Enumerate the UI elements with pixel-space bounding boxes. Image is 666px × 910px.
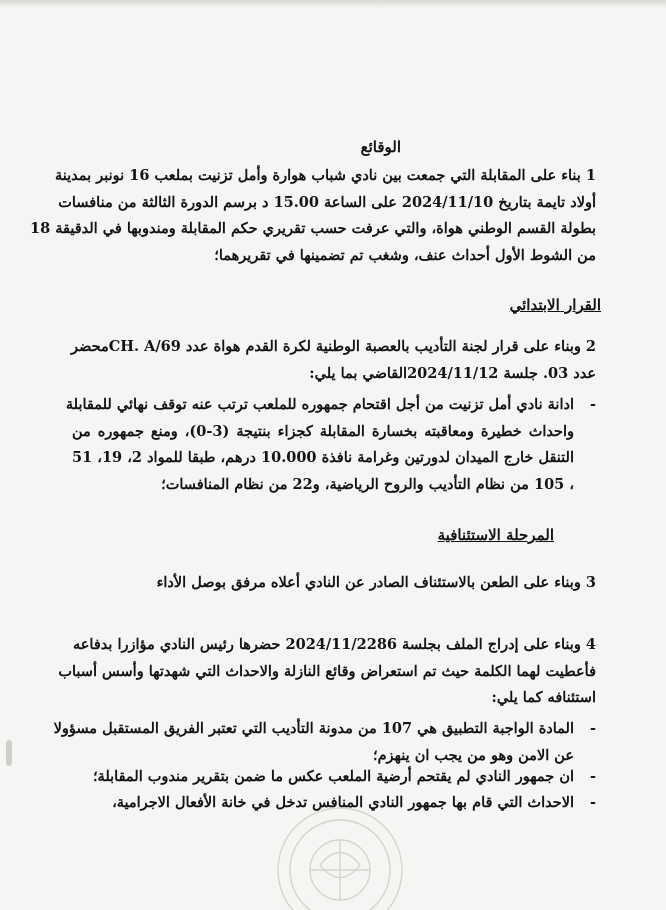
appeal-line: فأعطيت لهما الكلمة حيث تم استعراض وقائع النازلة والاحداث التي شهدتها وأسس أسباب — [58, 662, 596, 680]
bullet-line: ، 105 من نظام التأديب والروح الرياضية، و22 من نظام المنافسات؛ — [161, 475, 574, 493]
bullet-line: واحداث خطيرة ومعاقبته بخسارة المقابلة كجزاء بنتيجة (3-0)، ومنع جمهوره من — [72, 422, 574, 440]
facts-line: من الشوط الأول أحداث عنف، وشغب تم تضمينها في تقريرهما؛ — [214, 246, 596, 264]
facts-line: بطولة القسم الوطني هواة، والتي عرفت حسب تقريري حكم المقابلة ومندوبها في الدقيقة 18 — [30, 220, 596, 237]
appeal-heading: المرحلة الاستئنافية — [437, 526, 554, 544]
bullet-line: ادانة نادي أمل تزنيت من أجل اقتحام جمهوره للملعب ترتب عنه توقف نهائي للمقابلة — [65, 396, 574, 413]
appeal-bullet — [53, 716, 596, 769]
appeal-p3 — [76, 570, 596, 597]
appeal-p4 — [58, 632, 596, 712]
facts-heading: الوقائع — [360, 138, 401, 156]
decision-line: عدد 03. جلسة 2024/11/12القاضي بما يلي: — [309, 364, 596, 382]
bullet-line: المادة الواجبة التطبيق هي 107 من مدونة التأديب التي تعتبر الفريق المستقبل مسؤولا — [53, 720, 574, 737]
facts-paragraph — [30, 163, 596, 269]
appeal-line: 3 وبناء على الطعن بالاستئناف الصادر عن النادي أعلاه مرفق بوصل الأداء — [156, 574, 596, 591]
bullet-line: التنقل خارج الميدان لدورتين وغرامة نافذة 10.000 درهم، طبقا للمواد 2، 19، 51 — [72, 449, 574, 466]
initial-decision-paragraph — [71, 334, 596, 387]
federation-seal-watermark-icon — [255, 780, 425, 910]
bullet-line: الاحداث التي قام بها جمهور النادي المنافس تدخل في خانة الأفعال الاجرامية، — [112, 794, 574, 811]
appeal-line: استئنافه كما يلي: — [491, 689, 596, 706]
facts-line: 1 بناء على المقابلة التي جمعت بين نادي شباب هوارة وأمل تزنيت بملعب 16 نونبر بمدينة — [54, 167, 596, 184]
bullet-dash: - — [589, 794, 596, 811]
bullet-line: ان جمهور النادي لم يقتحم أرضية الملعب عكس ما ضمن بتقرير مندوب المقابلة؛ — [92, 768, 574, 785]
initial-decision-heading: القرار الابتدائي — [509, 296, 601, 314]
scan-shadow — [0, 0, 666, 8]
appeal-line: 4 وبناء على إدراج الملف بجلسة 2024/11/2286 حضرها رئيس النادي مؤازرا بدفاعه — [72, 636, 596, 653]
decision-line: 2 وبناء على قرار لجنة التأديب بالعصبة الوطنية لكرة القدم هواة عدد 69/CH. Aمحضر — [71, 338, 596, 355]
bullet-dash: - — [589, 720, 596, 737]
bullet-dash: - — [589, 768, 596, 785]
facts-line: أولاد تايمة بتاريخ 2024/11/10 على الساعة 15.00 د برسم الدورة الثالثة من منافسات — [58, 193, 596, 211]
bullet-dash: - — [589, 396, 596, 413]
decision-bullet — [65, 392, 596, 498]
bullet-line: عن الامن وهو من يجب ان ينهزم؛ — [372, 746, 574, 764]
scan-mark — [6, 740, 12, 766]
